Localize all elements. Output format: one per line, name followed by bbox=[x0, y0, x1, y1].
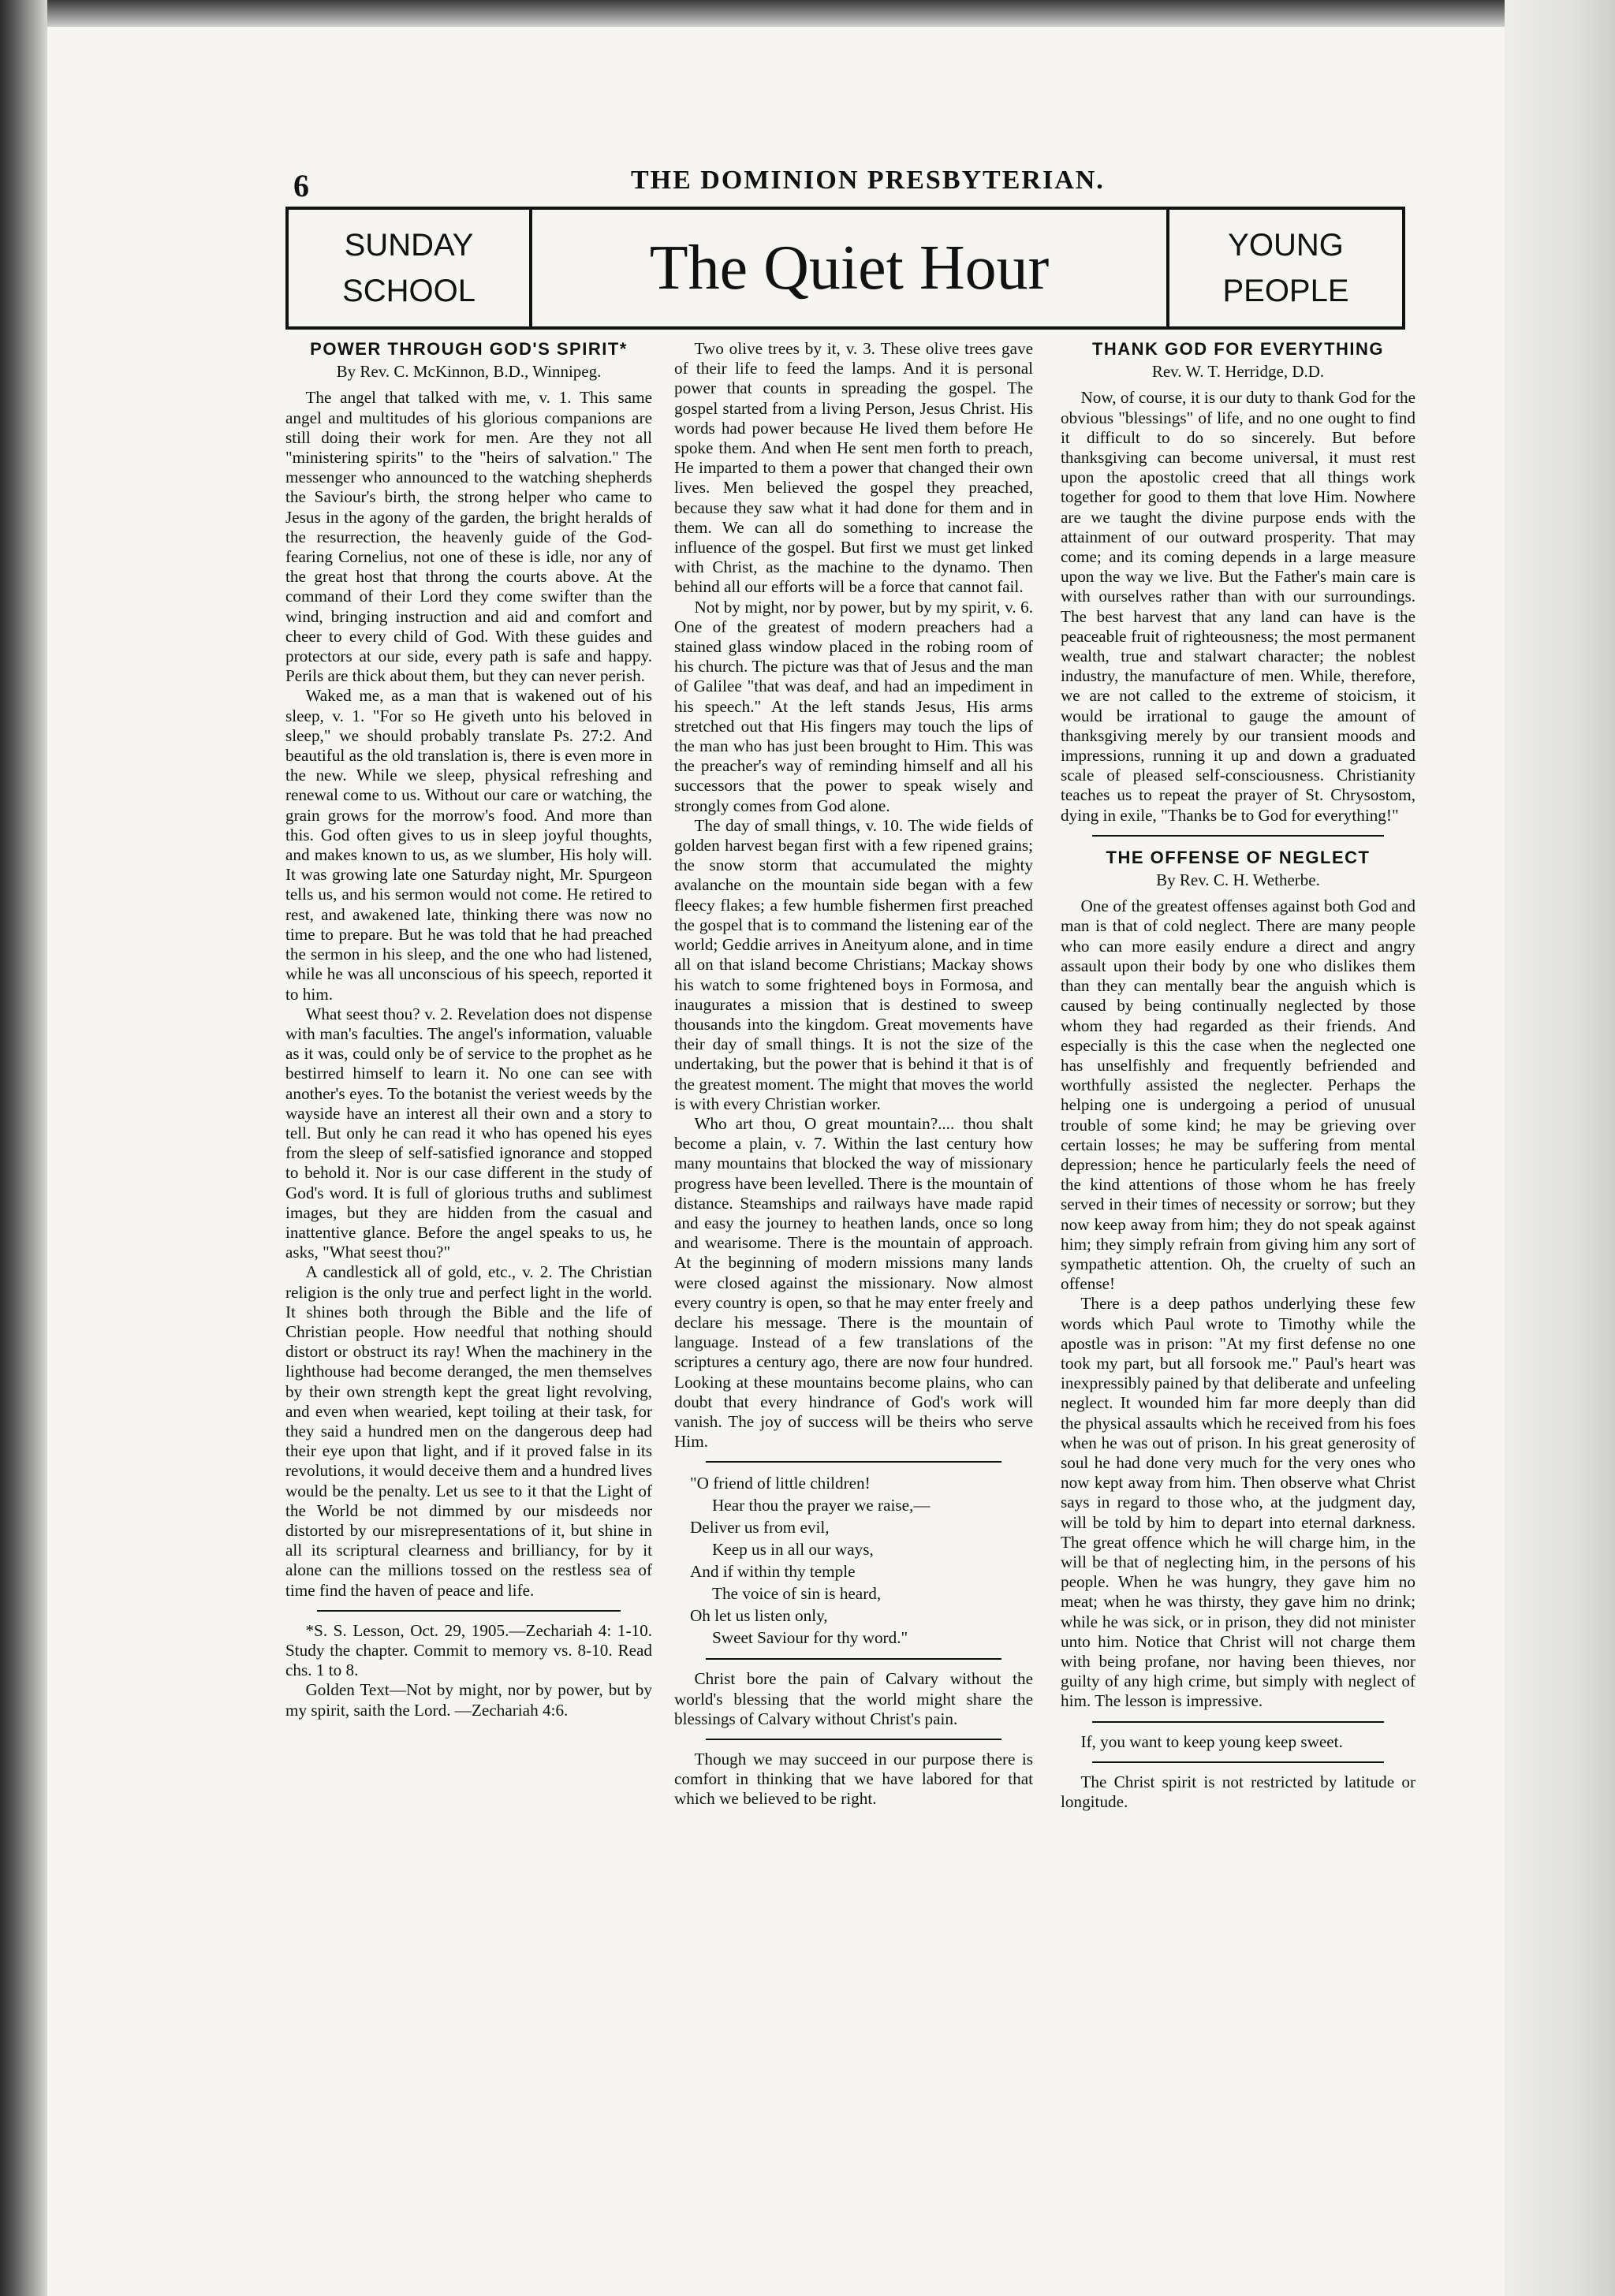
header-left-line1: SUNDAY bbox=[344, 228, 474, 263]
article-byline: By Rev. C. McKinnon, B.D., Winnipeg. bbox=[336, 362, 602, 382]
divider bbox=[1092, 1721, 1384, 1723]
young-note: If, you want to keep young keep sweet. bbox=[1080, 1731, 1343, 1751]
article-title: THE OFFENSE OF NEGLECT bbox=[1106, 847, 1371, 867]
article-title: POWER THROUGH GOD'S SPIRIT* bbox=[310, 339, 628, 359]
poem-line: Hear thou the prayer we raise,— bbox=[712, 1496, 931, 1515]
poem-line: Sweet Saviour for thy word." bbox=[712, 1628, 908, 1648]
article-title: THANK GOD FOR EVERYTHING bbox=[1091, 339, 1385, 359]
poem-line: The voice of sin is heard, bbox=[712, 1584, 882, 1604]
header-title: The Quiet Hour bbox=[649, 233, 1050, 303]
article-paragraph: One of the greatest offenses against both God and man is that of cold neglect. There are many people who can more easily endure a direct and angry assault upon their body by one who dislikes them than they can mentally bear the anguish which is caused by being continually neglected by those whom they had regarded as their friends. And especially is this the case when the neglected one has unselfishly and frequently befriended and worthfully assisted the neglecter. Perhaps the helping one is undergoing a period of unusual trouble of some kind; he may be grieving over certain losses; he may be suffering from mental depression; hence he particularly feels the need of the kind attentions of those whom he has freely served in their times of necessity or sorrow; but they now keep away from him; they do not speak against him; they simply refrain from giving him any sort of sympathetic attention. Oh, the cruelty of such an offense! bbox=[1061, 896, 1415, 1294]
scan-edge-top bbox=[0, 0, 1615, 27]
poem-line: Keep us in all our ways, bbox=[712, 1540, 874, 1560]
divider bbox=[1092, 835, 1384, 837]
article-paragraph: Waked me, as a man that is wakened out of his sleep, v. 1. "For so He giveth unto his beloved in sleep," we should probably translate Ps. 27:2. And beautiful as the old translation is, there is even more in the new. While we sleep, physical refreshing and renewal come to us. Without our care or watching, the grain grows for the morrow's food. And more than this. God often gives to us in sleep joyful thoughts, and makes known to us, as we slumber, His holy will. It was growing late one Saturday night, Mr. Spurgeon tells us, and his sermon would not come. He retired to rest, and awakened late, thinking there was now no time to prepare. But he was told that he had preached the sermon in his sleep, and the one who had listened, while he was all unconscious of his speech, reported it to him. bbox=[285, 686, 652, 1004]
article-paragraph: What seest thou? v. 2. Revelation does not dispense with man's faculties. The angel's information, valuable as it was, could only be of service to the prophet as he bestirred himself to learn it. No one can see with another's eyes. To the botanist the veriest weeds by the wayside have an interest all their own and a story to tell. But only he can read it who has opened his eyes from the sleep of self-satisfied ignorance and stopped to behold it. Nor is our case different in the study of God's word. It is full of glorious truths and sublimest images, but they are hidden from the casual and inattentive glance. Before the angel speaks to us, he asks, "What seest thou?" bbox=[285, 1004, 652, 1262]
section-header bbox=[285, 207, 1405, 330]
poem-line: "O friend of little children! bbox=[690, 1474, 871, 1493]
divider bbox=[706, 1461, 1001, 1463]
calvary-note: Christ bore the pain of Calvary without the world's blessing that the world might share the blessings of Calvary without Christ's pain. bbox=[674, 1669, 1033, 1728]
golden-text: Golden Text—Not by might, nor by power, but by my spirit, saith the Lord. —Zechariah 4:6. bbox=[285, 1680, 652, 1720]
divider bbox=[317, 1610, 621, 1612]
scan-edge-right bbox=[1505, 0, 1615, 2296]
column-2 bbox=[674, 339, 1033, 1810]
divider bbox=[706, 1658, 1001, 1660]
scan-edge-left bbox=[0, 0, 47, 2296]
article-byline: By Rev. C. H. Wetherbe. bbox=[1156, 870, 1320, 890]
header-young-people bbox=[1166, 210, 1402, 326]
article-paragraph: There is a deep pathos underlying these few words which Paul wrote to Timothy while the apostle was in prison: "At my first defense no one took my part, but all forsook me." Paul's heart was inexpressibly pained by that deliberate and unfeeling neglect. It wounded him far more deeply than did the physical assaults which he received from his foes when he was out of prison. In his great generosity of soul he had done very much for the very ones who now kept away from him. Then observe what Christ says in regard to those who, at the judgment day, will be told by him to depart into eternal darkness. The great offence which he will charge him, in the will be that of neglecting him, in the persons of his people. When he was hungry, they gave him no meat; when he was thirsty, they gave him no drink; while he was sick, or in prison, they did not minister unto him. Notice that Christ will not charge them with being profane, nor having been thieves, nor guilty of any high crime, but simply with neglect of him. The lesson is impressive. bbox=[1061, 1294, 1415, 1711]
article-paragraph: Who art thou, O great mountain?.... thou shalt become a plain, v. 7. Within the last century how many mountains that blocked the way of missionary progress have been levelled. There is the mountain of distance. Steamships and railways have made rapid and easy the journey to heathen lands, once so long and wearisome. There is the mountain of approach. At the beginning of modern missions many lands were closed against the missionary. Now almost every country is open, so that he may enter freely and declare his message. There is the mountain of language. Instead of a few translations of the scriptures a century ago, there are now four hundred. Looking at these mountains become plains, who can doubt that every hindrance of God's work will vanish. The joy of success will be theirs who serve Him. bbox=[674, 1113, 1033, 1452]
poem-line: Oh let us listen only, bbox=[690, 1606, 828, 1626]
poem-line: And if within thy temple bbox=[690, 1562, 856, 1582]
running-head: THE DOMINION PRESBYTERIAN. bbox=[631, 166, 1105, 195]
column-3 bbox=[1061, 339, 1415, 1812]
lesson-footnote: *S. S. Lesson, Oct. 29, 1905.—Zechariah 4: 1-10. Study the chapter. Commit to memory vs. 8-10. Read chs. 1 to 8. bbox=[285, 1620, 652, 1680]
spirit-note: The Christ spirit is not restricted by latitude or longitude. bbox=[1061, 1772, 1415, 1812]
header-right-line1: YOUNG bbox=[1228, 228, 1344, 263]
article-paragraph: The angel that talked with me, v. 1. This same angel and multitudes of his glorious companions are still doing their work for men. Are they not all "ministering spirits" to the "heirs of salvation." The messenger who announced to the watching shepherds the Saviour's birth, the strong helper who came to Jesus in the agony of the garden, the bright heralds of the resurrection, the heavenly guide of the God-fearing Cornelius, not one of these is idle, nor any of the great host that throng the courts above. At the command of their Lord they come swifter than the wind, bringing instruction and aid and comfort and cheer to every child of God. With these guides and protectors at our side, every path is safe and happy. Perils are thick about them, but they can never perish. bbox=[285, 388, 652, 686]
article-paragraph: Now, of course, it is our duty to thank God for the obvious "blessings" of life, and no one ought to find it difficult to do so sincerely. But before thanksgiving can become universal, it must rest upon the apostolic creed that all things work together for good to them that love Him. Nowhere are we taught the divine purpose ends with the attainment of our outward prosperity. That may come; and its coming depends in a large measure upon the way we live. But the Father's main care is with ourselves rather than with our surroundings. The best harvest that any land can have is the peaceable fruit of righteousness; the most permanent wealth, true and stalwart character; the noblest industry, the manufacture of men. While, therefore, we are not called to the extreme of stoicism, it would be irrational to gauge the amount of thanksgiving merely by our transient moods and impressions, running it up and down a graduated scale of pleased self-consciousness. Christianity teaches us to repeat the prayer of St. Chrysostom, dying in exile, "Thanks be to God for everything!" bbox=[1061, 388, 1415, 825]
succeed-note: Though we may succeed in our purpose there is comfort in thinking that we have labored for that which we believed to be right. bbox=[674, 1749, 1033, 1809]
header-sunday-school bbox=[289, 210, 532, 326]
header-right-line2: PEOPLE bbox=[1222, 274, 1349, 308]
article-paragraph: A candlestick all of gold, etc., v. 2. The Christian religion is the only true and perfect light in the world. It shines both through the Bible and the life of Christian people. How needful that nothing should distort or obstruct its ray! When the machinery in the lighthouse had become deranged, the men themselves by their own strength kept the great light revolving, and even when wearied, kept toiling at their task, for they said a hundred men on the dangerous deep had their eye upon that light, and if it proved false in its revolutions, it would deceive them and a hundred lives would be the penalty. Let us see to it that the Light of the World be not dimmed by our misdeeds nor distorted by our misrepresentations of it, but shine in all its scriptural clearness and brilliancy, for by it alone can the millions tossed on the restless sea of time find the haven of peace and life. bbox=[285, 1262, 652, 1600]
poem-line: Deliver us from evil, bbox=[690, 1518, 830, 1538]
article-paragraph: Not by might, nor by power, but by my spirit, v. 6. One of the greatest of modern preachers had a stained glass window placed in the robing room of his church. The picture was that of Jesus and the man of Galilee "that was deaf, and had an impediment in his speech." At the left stands Jesus, His arms stretched out that His fingers may touch the lips of the man who has just been brought to Him. This was the preacher's way of reminding himself and all his successors that the power to speak wisely and strongly comes from God alone. bbox=[674, 597, 1033, 815]
column-1 bbox=[285, 339, 652, 1720]
article-paragraph: Two olive trees by it, v. 3. These olive trees gave of their life to feed the lamps. And it is personal power that counts in spreading the gospel. The gospel started from a living Person, Jesus Christ. His words had power because He lived them before He spoke them. And when He sent men forth to preach, He imparted to them a power that changed their own lives. Men believed the gospel they preached, because they saw what it had done for them and in them. We can all do something to increase the influence of the gospel. But first we must get linked with Christ, as the machine to the dynamo. Then behind all our efforts will be a force that cannot fail. bbox=[674, 339, 1033, 597]
divider bbox=[1092, 1761, 1384, 1763]
header-left-line2: SCHOOL bbox=[342, 274, 476, 308]
article-byline: Rev. W. T. Herridge, D.D. bbox=[1151, 362, 1325, 382]
article-paragraph: The day of small things, v. 10. The wide fields of golden harvest began first with a few ripened grains; the snow storm that accumulated the mighty avalanche on the mountain side began with a few fleecy flakes; a few humble fishermen first preached the gospel that is to command the listening ear of the world; Geddie arrives in Aneityum alone, and in time all on that island become Christians; Mackay shows his watch to some frightened boys in Formosa, and inaugurates a mission that is destined to sweep thousands into the kingdom. Great movements have their day of small things. It is not the size of the undertaking, but the power that is behind it that is of the greatest moment. The might that moves the world is with every Christian worker. bbox=[674, 815, 1033, 1113]
page-number: 6 bbox=[293, 168, 309, 203]
divider bbox=[706, 1739, 1001, 1740]
poem bbox=[674, 1472, 1033, 1649]
